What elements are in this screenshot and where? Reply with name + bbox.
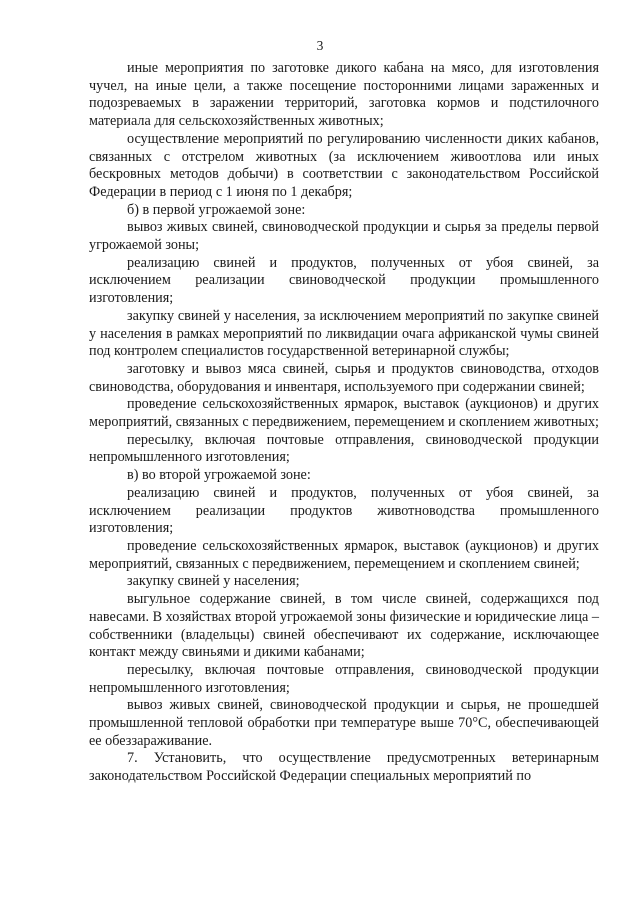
paragraph: 7. Установить, что осуществление предусмотренных ветеринарным законодательством Российской Федерации специальных мероприятий по (89, 750, 599, 785)
paragraph: пересылку, включая почтовые отправления, свиноводческой продукции непромышленного изготовления; (89, 431, 599, 466)
paragraph: пересылку, включая почтовые отправления, свиноводческой продукции непромышленного изготовления; (89, 661, 599, 696)
paragraph: реализацию свиней и продуктов, полученных от убоя свиней, за исключением реализации продуктов животноводства промышленного изготовления; (89, 484, 599, 537)
paragraph: в) во второй угрожаемой зоне: (127, 467, 311, 484)
page-number: 3 (316, 38, 324, 53)
paragraph: б) в первой угрожаемой зоне: (127, 201, 306, 218)
paragraph: осуществление мероприятий по регулированию численности диких кабанов, связанных с отстрелом животных (за исключением живоотлова или иных бескровных методов добычи) в соответствии с законодательством Российской Федерации в период с 1 июня по 1 декабря; (89, 130, 599, 200)
paragraph: закупку свиней у населения; (127, 573, 300, 590)
paragraph: иные мероприятия по заготовке дикого кабана на мясо, для изготовления чучел, на иные цели, а также посещение посторонними лицами зараженных и подозреваемых в заражении территорий, заготовка кормов и подстилочного материала для сельскохозяйственных животных; (89, 60, 599, 130)
paragraph: проведение сельскохозяйственных ярмарок, выставок (аукционов) и других мероприятий, связанных с передвижением, перемещением и скоплением животных; (89, 396, 599, 431)
paragraph: закупку свиней у населения, за исключением мероприятий по закупке свиней у населения в рамках мероприятий по ликвидации очага африканской чумы свиней под контролем специалистов государственной ветеринарной службы; (89, 307, 599, 360)
document-body (89, 60, 599, 786)
paragraph: вывоз живых свиней, свиноводческой продукции и сырья, не прошедшей промышленной тепловой обработки при температуре выше 70°C, обеспечивающей ее обеззараживание. (89, 697, 599, 749)
paragraph: реализацию свиней и продуктов, полученных от убоя свиней, за исключением реализации свиноводческой продукции промышленного изготовления; (89, 254, 599, 307)
paragraph: вывоз живых свиней, свиноводческой продукции и сырья за пределы первой угрожаемой зоны; (89, 219, 599, 254)
paragraph: выгульное содержание свиней, в том числе свиней, содержащихся под навесами. В хозяйствах второй угрожаемой зоны физические и юридические лица – собственники (владельцы) свиней обеспечивают их содержание, исключающее контакт между свиньями и дикими кабанами; (89, 591, 599, 661)
paragraph: проведение сельскохозяйственных ярмарок, выставок (аукционов) и других мероприятий, связанных с передвижением, перемещением и скоплением свиней; (89, 537, 599, 572)
paragraph: заготовку и вывоз мяса свиней, сырья и продуктов свиноводства, отходов свиноводства, оборудования и инвентаря, используемого при содержании свиней; (89, 360, 599, 395)
